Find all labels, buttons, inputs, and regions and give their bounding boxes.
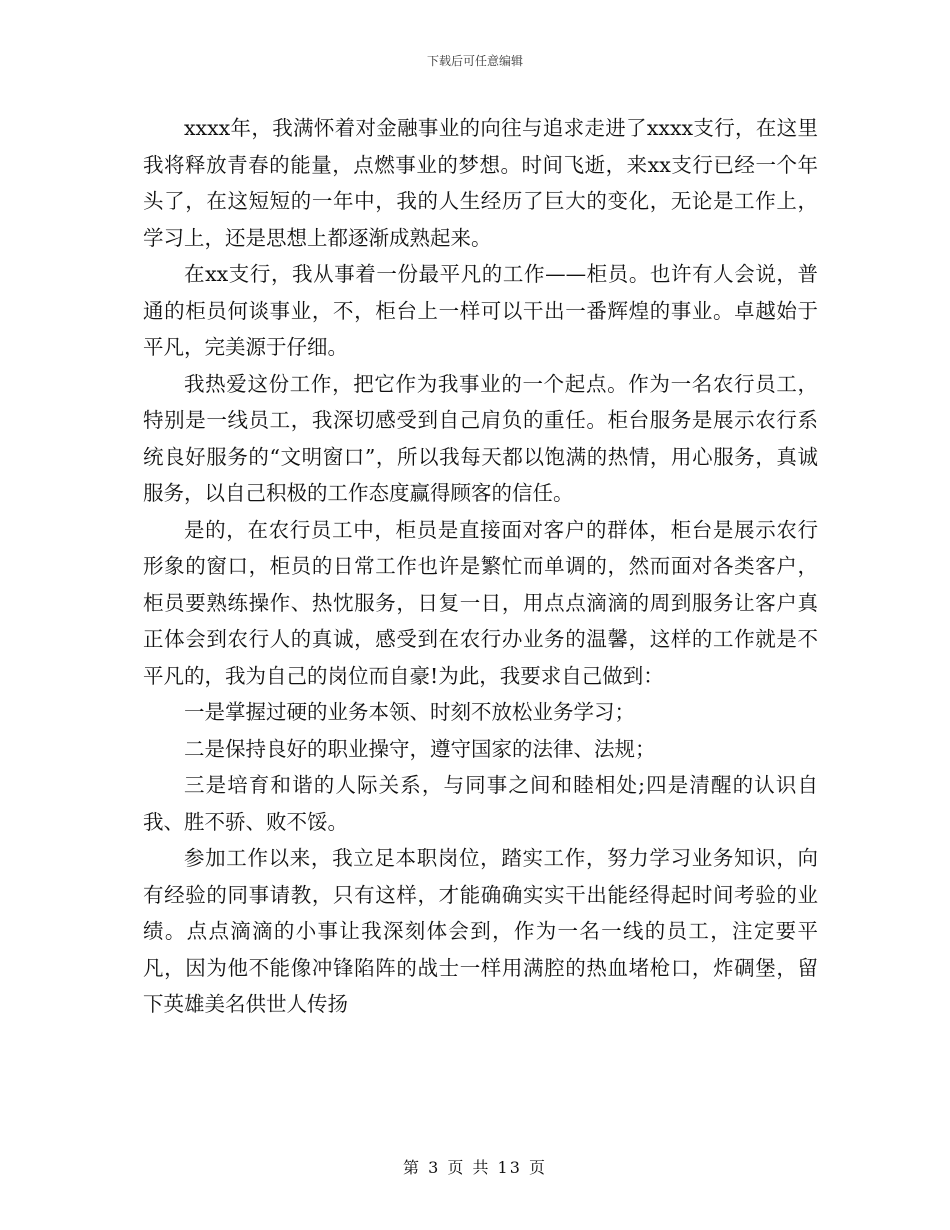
paragraph-2: 在xx支行，我从事着一份最平凡的工作——柜员。也许有人会说，普通的柜员何谈事业，不，柜台上一样可以干出一番辉煌的事业。卓越始于平凡，完美源于仔细。	[143, 262, 818, 359]
document-body	[143, 110, 818, 1023]
paragraph-8: 参加工作以来，我立足本职岗位，踏实工作，努力学习业务知识，向有经验的同事请教，只有这样，才能确确实实干出能经得起时间考验的业绩。点点滴滴的小事让我深刻体会到，作为一名一线的员工，注定要平凡，因为他不能像冲锋陷阵的战士一样用满腔的热血堵枪口，炸碉堡，留下英雄美名供世人传扬	[143, 846, 818, 1016]
paragraph-6: 二是保持良好的职业操守，遵守国家的法律、法规；	[184, 736, 656, 761]
paragraph-5: 一是掌握过硬的业务本领、时刻不放松业务学习；	[184, 700, 635, 724]
paragraph-1: xxxx年，我满怀着对金融事业的向往与追求走进了xxxx支行，在这里我将释放青春的能量，点燃事业的梦想。时间飞逝，来xx支行已经一个年头了，在这短短的一年中，我的人生经历了巨大的变化，无论是工作上，学习上，还是思想上都逐渐成熟起来。	[143, 116, 818, 250]
page-header: 下载后可任意编辑	[426, 54, 523, 68]
paragraph-3: 我热爱这份工作，把它作为我事业的一个起点。作为一名农行员工，特别是一线员工，我深切感受到自己肩负的重任。柜台服务是展示农行系统良好服务的“文明窗口”，所以我每天都以饱满的热情，用心服务，真诚服务，以自己积极的工作态度赢得顾客的信任。	[143, 371, 818, 505]
paragraph-7: 三是培育和谐的人际关系，与同事之间和睦相处;四是清醒的认识自我、胜不骄、败不馁。	[143, 773, 818, 834]
paragraph-4: 是的，在农行员工中，柜员是直接面对客户的群体，柜台是展示农行形象的窗口，柜员的日常工作也许是繁忙而单调的，然而面对各类客户，柜员要熟练操作、热忱服务，日复一日，用点点滴滴的周到服务让客户真正体会到农行人的真诚，感受到在农行办业务的温馨，这样的工作就是不平凡的，我为自己的岗位而自豪!为此，我要求自己做到：	[143, 517, 818, 688]
page-footer: 第 3 页 共 13 页	[403, 1158, 547, 1177]
